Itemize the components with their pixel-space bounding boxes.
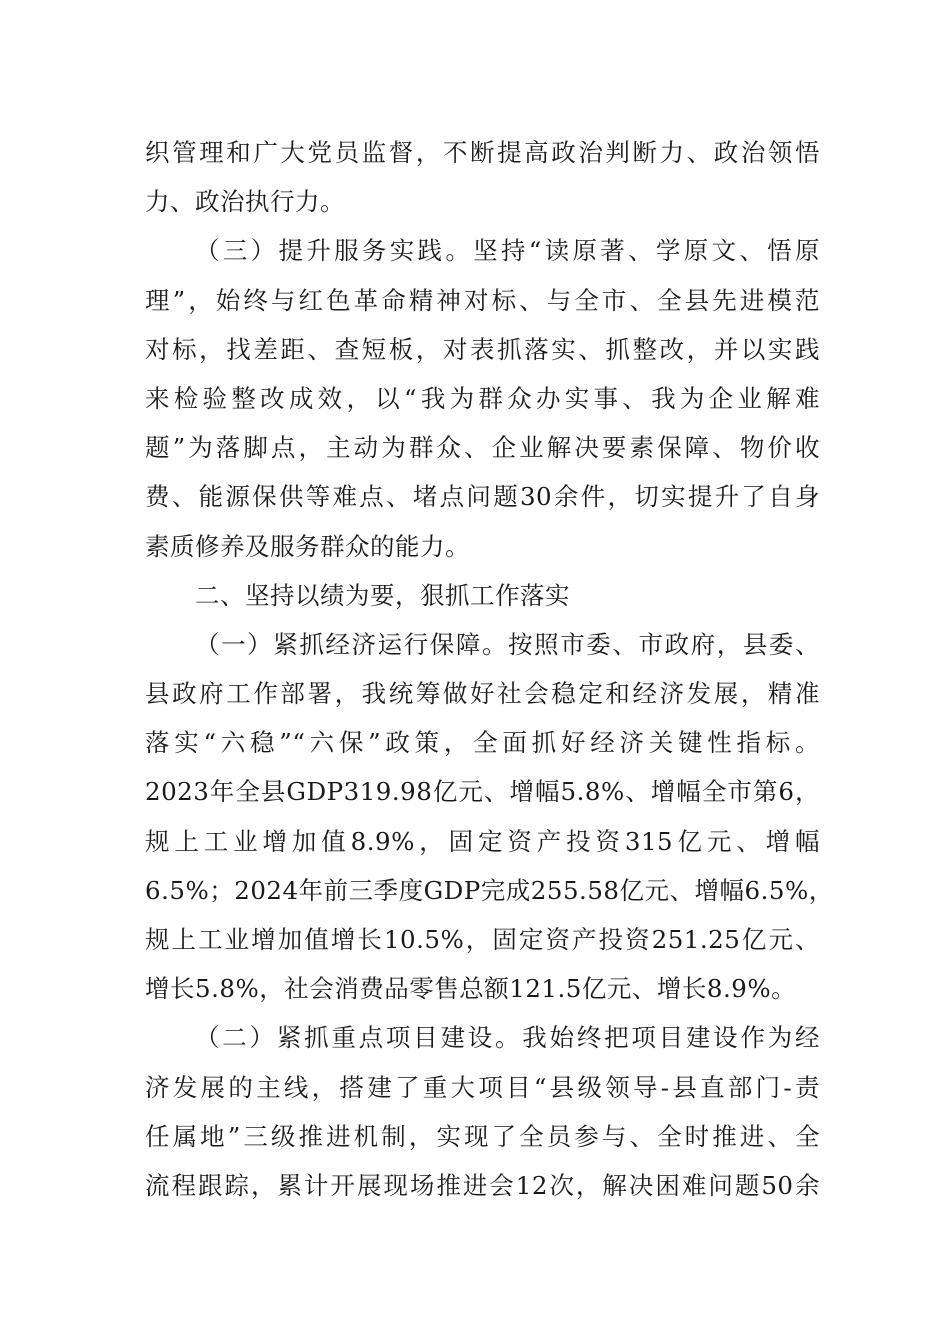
paragraph-line: 来检验整改成效，以“我为群众办实事、我为企业解难 — [145, 383, 820, 413]
paragraph-line: 流程跟踪，累计开展现场推进会12次，解决困难问题50余 — [145, 1170, 820, 1200]
paragraph-line: 力、政治执行力。 — [145, 187, 345, 217]
document-body — [145, 128, 834, 1210]
section-heading: 二、坚持以绩为要，狠抓工作落实 — [195, 580, 570, 610]
paragraph-line: 落实“六稳”“六保”政策，全面抓好经济关键性指标。 — [145, 728, 820, 758]
paragraph-line: 6.5%；2024年前三季度GDP完成255.58亿元、增幅6.5%， — [145, 875, 834, 905]
paragraph-line: （三）提升服务实践。坚持“读原著、学原文、悟原 — [195, 236, 820, 266]
paragraph-line: 规上工业增加值8.9%，固定资产投资315亿元、增幅 — [145, 826, 820, 856]
paragraph-line: 素质修养及服务群众的能力。 — [145, 531, 470, 561]
paragraph-line: 规上工业增加值增长10.5%，固定资产投资251.25亿元、 — [145, 925, 820, 954]
paragraph-line: 任属地”三级推进机制，实现了全员参与、全时推进、全 — [145, 1121, 820, 1151]
paragraph-line: 费、能源保供等难点、堵点问题30余件，切实提升了自身 — [145, 482, 820, 512]
paragraph-line: 2023年全县GDP319.98亿元、增幅5.8%、增幅全市第6， — [145, 777, 820, 807]
paragraph-line: 对标，找差距、查短板，对表抓落实、抓整改，并以实践 — [145, 334, 820, 364]
paragraph-line: 题”为落脚点，主动为群众、企业解决要素保障、物价收 — [145, 433, 820, 463]
paragraph-line: （一）紧抓经济运行保障。按照市委、市政府，县委、 — [195, 629, 820, 659]
paragraph-line: 增长5.8%，社会消费品零售总额121.5亿元、增长8.9%。 — [145, 974, 797, 1004]
paragraph-line: 织管理和广大党员监督，不断提高政治判断力、政治领悟 — [145, 138, 820, 167]
paragraph-line: 理”，始终与红色革命精神对标、与全市、全县先进模范 — [145, 285, 820, 315]
paragraph-line: 县政府工作部署，我统筹做好社会稳定和经济发展，精准 — [145, 679, 820, 709]
paragraph-line: （二）紧抓重点项目建设。我始终把项目建设作为经 — [195, 1023, 820, 1053]
paragraph-line: 济发展的主线，搭建了重大项目“县级领导-县直部门-责 — [145, 1072, 820, 1102]
